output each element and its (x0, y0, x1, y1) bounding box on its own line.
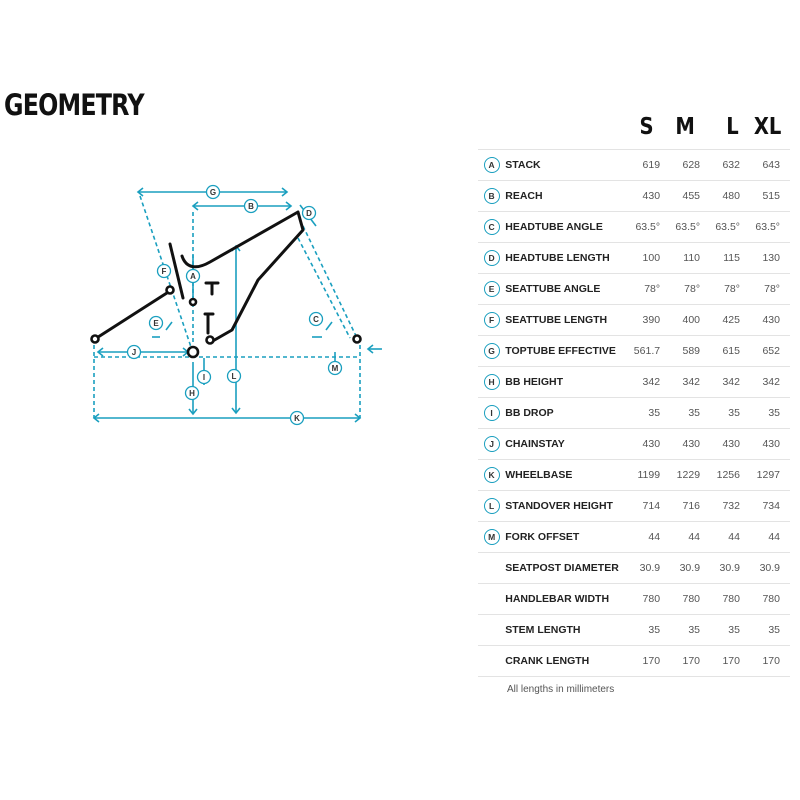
svg-text:I: I (202, 373, 206, 382)
row-value-l: 632 (700, 150, 740, 181)
diagram-label-e (150, 317, 163, 330)
table-row (478, 367, 790, 398)
diagram-label-l (228, 370, 241, 383)
row-letter-cell (478, 491, 505, 522)
row-letter-cell (478, 367, 505, 398)
row-value-l: 430 (700, 429, 740, 460)
row-value-xl: 1297 (740, 460, 790, 491)
row-letter-cell (478, 274, 505, 305)
row-value-s: 30.9 (620, 553, 660, 584)
row-value-s: 390 (620, 305, 660, 336)
row-value-xl: 430 (740, 429, 790, 460)
row-letter-cell (478, 584, 505, 615)
svg-text:C: C (313, 315, 319, 324)
svg-text:L: L (231, 372, 237, 381)
row-label: HEADTUBE ANGLE (505, 212, 620, 243)
row-value-l: 63.5° (700, 212, 740, 243)
row-value-s: 430 (620, 181, 660, 212)
row-value-s: 1199 (620, 460, 660, 491)
row-value-xl: 35 (740, 398, 790, 429)
row-letter-badge: E (484, 281, 500, 297)
table-row (478, 615, 790, 646)
table-row (478, 460, 790, 491)
table-row (478, 398, 790, 429)
row-letter-badge: B (484, 188, 500, 204)
row-value-xl: 44 (740, 522, 790, 553)
row-value-xl: 63.5° (740, 212, 790, 243)
row-letter-cell (478, 212, 505, 243)
row-value-m: 35 (660, 398, 700, 429)
row-value-xl: 78° (740, 274, 790, 305)
diagram-label-c (310, 313, 323, 326)
row-value-m: 30.9 (660, 553, 700, 584)
row-value-l: 780 (700, 584, 740, 615)
row-value-xl: 734 (740, 491, 790, 522)
diagram-label-i (198, 371, 211, 384)
svg-text:E: E (153, 319, 159, 328)
row-label: HANDLEBAR WIDTH (505, 584, 620, 615)
row-value-m: 455 (660, 181, 700, 212)
row-letter-cell (478, 553, 505, 584)
svg-text:G: G (209, 188, 217, 197)
row-value-m: 589 (660, 336, 700, 367)
row-letter-badge: K (484, 467, 500, 483)
size-header-l: L (726, 114, 739, 140)
row-value-m: 628 (660, 150, 700, 181)
diagram-label-f (158, 265, 171, 278)
diagram-label-h (186, 387, 199, 400)
row-value-l: 30.9 (700, 553, 740, 584)
row-value-m: 1229 (660, 460, 700, 491)
svg-text:B: B (248, 202, 254, 211)
size-header-xl: XL (753, 114, 781, 140)
row-value-m: 44 (660, 522, 700, 553)
row-label: CRANK LENGTH (505, 646, 620, 677)
row-letter-cell (478, 460, 505, 491)
table-row (478, 212, 790, 243)
table-row (478, 243, 790, 274)
row-label: BB HEIGHT (505, 367, 620, 398)
diagram-label-b (245, 200, 258, 213)
diagram-label-a (187, 270, 200, 283)
row-value-xl: 30.9 (740, 553, 790, 584)
row-letter-cell (478, 181, 505, 212)
row-value-s: 35 (620, 398, 660, 429)
row-value-l: 480 (700, 181, 740, 212)
row-value-l: 78° (700, 274, 740, 305)
footnote: All lengths in millimeters (507, 684, 615, 695)
svg-text:J: J (131, 348, 137, 357)
row-value-s: 780 (620, 584, 660, 615)
size-header-m: M (675, 114, 695, 140)
row-value-l: 44 (700, 522, 740, 553)
table-row (478, 274, 790, 305)
row-letter-cell (478, 615, 505, 646)
table-row (478, 584, 790, 615)
row-letter-badge: H (484, 374, 500, 390)
row-value-m: 110 (660, 243, 700, 274)
row-value-s: 561.7 (620, 336, 660, 367)
row-value-s: 619 (620, 150, 660, 181)
svg-text:D: D (306, 209, 312, 218)
row-value-s: 342 (620, 367, 660, 398)
diagram-label-g (207, 186, 220, 199)
row-value-xl: 342 (740, 367, 790, 398)
row-value-xl: 515 (740, 181, 790, 212)
table-row (478, 181, 790, 212)
row-value-xl: 130 (740, 243, 790, 274)
row-value-m: 400 (660, 305, 700, 336)
svg-text:F: F (161, 267, 167, 276)
row-value-l: 115 (700, 243, 740, 274)
row-value-l: 732 (700, 491, 740, 522)
svg-text:A: A (190, 272, 196, 281)
diagram-label-m (329, 362, 342, 375)
geometry-diagram (80, 175, 390, 435)
row-letter-cell (478, 305, 505, 336)
row-value-xl: 643 (740, 150, 790, 181)
row-letter-cell (478, 522, 505, 553)
row-value-m: 35 (660, 615, 700, 646)
row-value-s: 78° (620, 274, 660, 305)
diagram-label-d (303, 207, 316, 220)
row-label: TOPTUBE EFFECTIVE (505, 336, 620, 367)
row-letter-cell (478, 398, 505, 429)
row-label: FORK OFFSET (505, 522, 620, 553)
page-title: GEOMETRY (4, 88, 144, 122)
row-letter-cell (478, 429, 505, 460)
table-row (478, 429, 790, 460)
row-label: CHAINSTAY (505, 429, 620, 460)
row-letter-cell (478, 336, 505, 367)
row-letter-cell (478, 646, 505, 677)
row-value-l: 342 (700, 367, 740, 398)
row-label: REACH (505, 181, 620, 212)
row-value-s: 35 (620, 615, 660, 646)
row-value-s: 63.5° (620, 212, 660, 243)
row-letter-badge: D (484, 250, 500, 266)
table-row (478, 553, 790, 584)
row-value-xl: 780 (740, 584, 790, 615)
row-value-s: 430 (620, 429, 660, 460)
row-label: STEM LENGTH (505, 615, 620, 646)
table-row (478, 646, 790, 677)
row-label: BB DROP (505, 398, 620, 429)
row-letter-badge: F (484, 312, 500, 328)
row-value-m: 63.5° (660, 212, 700, 243)
row-letter-badge: A (484, 157, 500, 173)
diagram-label-j (128, 346, 141, 359)
svg-text:K: K (294, 414, 300, 423)
row-value-s: 714 (620, 491, 660, 522)
row-label: SEATTUBE ANGLE (505, 274, 620, 305)
row-value-m: 78° (660, 274, 700, 305)
row-letter-badge: M (484, 529, 500, 545)
row-value-m: 716 (660, 491, 700, 522)
row-value-l: 615 (700, 336, 740, 367)
svg-text:M: M (331, 364, 339, 373)
row-value-xl: 430 (740, 305, 790, 336)
row-value-xl: 170 (740, 646, 790, 677)
table-row (478, 336, 790, 367)
diagram-label-k (291, 412, 304, 425)
row-label: HEADTUBE LENGTH (505, 243, 620, 274)
svg-text:H: H (189, 389, 195, 398)
row-label: SEATPOST DIAMETER (505, 553, 620, 584)
row-value-l: 425 (700, 305, 740, 336)
row-letter-cell (478, 243, 505, 274)
table-row (478, 522, 790, 553)
row-value-xl: 652 (740, 336, 790, 367)
row-letter-badge: C (484, 219, 500, 235)
row-letter-badge: I (484, 405, 500, 421)
row-value-l: 35 (700, 398, 740, 429)
row-letter-cell (478, 150, 505, 181)
row-value-m: 342 (660, 367, 700, 398)
row-value-l: 35 (700, 615, 740, 646)
row-value-m: 780 (660, 584, 700, 615)
row-value-l: 170 (700, 646, 740, 677)
row-label: STACK (505, 150, 620, 181)
row-value-m: 430 (660, 429, 700, 460)
row-value-xl: 35 (740, 615, 790, 646)
row-value-s: 170 (620, 646, 660, 677)
row-label: STANDOVER HEIGHT (505, 491, 620, 522)
geometry-table (478, 149, 790, 677)
row-value-l: 1256 (700, 460, 740, 491)
size-header-s: S (639, 114, 654, 140)
row-label: WHEELBASE (505, 460, 620, 491)
row-letter-badge: J (484, 436, 500, 452)
row-letter-badge: G (484, 343, 500, 359)
row-value-s: 100 (620, 243, 660, 274)
row-value-s: 44 (620, 522, 660, 553)
table-row (478, 491, 790, 522)
table-row (478, 150, 790, 181)
row-value-m: 170 (660, 646, 700, 677)
table-row (478, 305, 790, 336)
row-label: SEATTUBE LENGTH (505, 305, 620, 336)
row-letter-badge: L (484, 498, 500, 514)
